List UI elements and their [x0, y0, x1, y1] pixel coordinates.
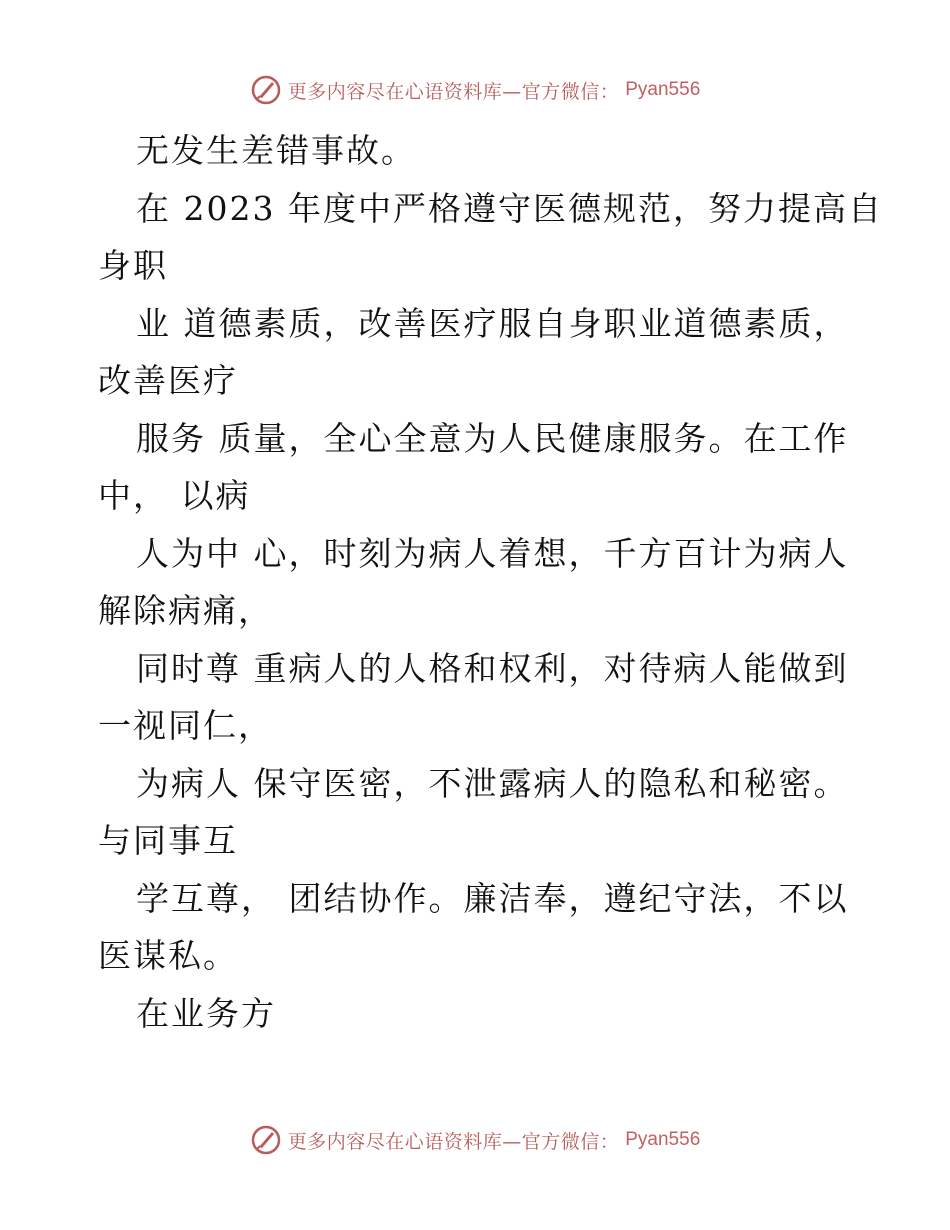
- watermark-wechat-id: Pyan556: [625, 79, 701, 100]
- text-line: 在业务方: [136, 993, 276, 1033]
- text-line: 服务 质量，全心全意为人民健康服务。在工作: [136, 418, 849, 458]
- quill-seal-icon: [250, 1124, 282, 1156]
- quill-seal-icon: [250, 74, 282, 106]
- text-line: 在 2023 年度中严格遵守医德规范，努力提高自: [136, 188, 883, 228]
- text-line: 身职: [98, 246, 168, 285]
- document-body: [98, 122, 883, 1042]
- footer-watermark: [0, 1120, 950, 1160]
- header-watermark: [0, 70, 950, 110]
- text-line: 人为中 心，时刻为病人着想，千方百计为病人: [136, 533, 849, 573]
- text-line: 学互尊， 团结协作。廉洁奉，遵纪守法，不以: [136, 878, 849, 918]
- text-line: 改善医疗: [98, 361, 238, 400]
- watermark-wechat-id: Pyan556: [625, 1129, 701, 1150]
- watermark-text: 更多内容尽在心语资料库—官方微信：: [287, 80, 620, 103]
- text-line: 无发生差错事故。: [136, 131, 416, 170]
- watermark-text: 更多内容尽在心语资料库—官方微信：: [287, 1130, 620, 1153]
- text-line: 一视同仁，: [98, 706, 273, 745]
- text-line: 同时尊 重病人的人格和权利，对待病人能做到: [136, 648, 849, 688]
- text-line: 解除病痛，: [98, 591, 273, 630]
- text-line: 为病人 保守医密，不泄露病人的隐私和秘密。: [136, 763, 849, 803]
- text-line: 医谋私。: [98, 936, 238, 975]
- text-line: 业 道德素质，改善医疗服自身职业道德素质，: [136, 303, 849, 343]
- text-line: 与同事互: [98, 821, 238, 860]
- text-line: 中， 以病: [98, 476, 251, 515]
